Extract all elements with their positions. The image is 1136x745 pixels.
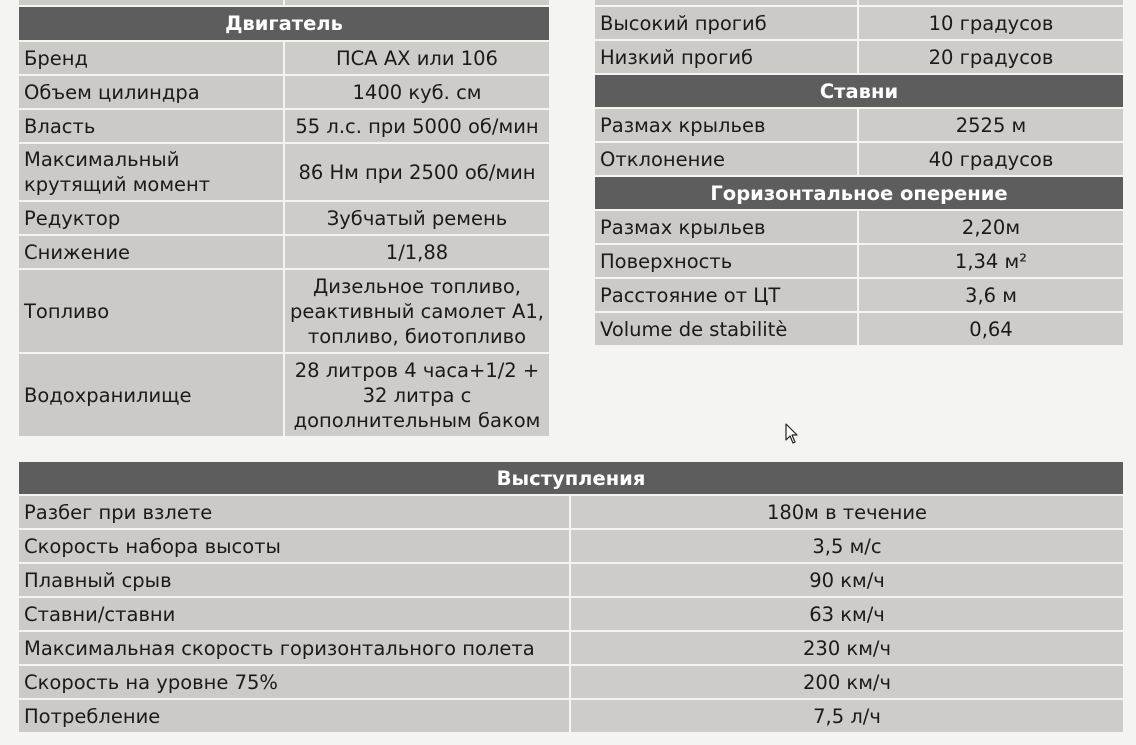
row-label: Высокий прогиб — [595, 7, 859, 41]
table-row — [595, 7, 1123, 41]
table-row — [595, 245, 1123, 279]
table-row — [19, 202, 549, 236]
table-row — [19, 666, 1123, 700]
table-row — [19, 354, 549, 438]
engine-section-title: Двигатель — [19, 7, 549, 42]
table-row — [19, 700, 1123, 734]
table-top-edge — [19, 0, 549, 7]
table-row — [19, 42, 549, 76]
row-label: Размах крыльев — [595, 109, 859, 143]
row-label: Скорость набора высоты — [19, 530, 571, 564]
table-row — [19, 530, 1123, 564]
row-value: 90 км/ч — [571, 564, 1123, 598]
row-value: 7,5 л/ч — [571, 700, 1123, 734]
flaps-header-row — [595, 75, 1123, 109]
table-row — [595, 41, 1123, 75]
row-value: 2,20м — [859, 211, 1123, 245]
table-row — [19, 496, 1123, 530]
table-row — [19, 110, 549, 144]
table-row — [19, 236, 549, 270]
row-value: 2525 м — [859, 109, 1123, 143]
row-label: Отклонение — [595, 143, 859, 177]
row-label: Размах крыльев — [595, 211, 859, 245]
row-value: 10 градусов — [859, 7, 1123, 41]
row-label: Максимальный крутящий момент — [19, 144, 285, 202]
row-label: Снижение — [19, 236, 285, 270]
row-label: Ставни/ставни — [19, 598, 571, 632]
row-value: 63 км/ч — [571, 598, 1123, 632]
row-value: 3,6 м — [859, 279, 1123, 313]
table-row — [19, 564, 1123, 598]
row-label: Низкий прогиб — [595, 41, 859, 75]
row-value: 180м в течение — [571, 496, 1123, 530]
table-row — [595, 211, 1123, 245]
mouse-pointer-icon — [785, 423, 799, 445]
row-label: Плавный срыв — [19, 564, 571, 598]
row-label: Редуктор — [19, 202, 285, 236]
row-value: 1/1,88 — [285, 236, 549, 270]
row-value: 1400 куб. см — [285, 76, 549, 110]
airframe-spec-table — [595, 0, 1123, 347]
row-label: Максимальная скорость горизонтального полета — [19, 632, 571, 666]
row-value: 55 л.с. при 5000 об/мин — [285, 110, 549, 144]
engine-spec-table — [19, 0, 549, 438]
row-value: 3,5 м/с — [571, 530, 1123, 564]
performance-header-row — [19, 462, 1123, 496]
table-row — [595, 109, 1123, 143]
table-row — [19, 270, 549, 354]
row-label: Разбег при взлете — [19, 496, 571, 530]
table-row — [19, 76, 549, 110]
row-value: 20 градусов — [859, 41, 1123, 75]
stabilizer-section-title: Горизонтальное оперение — [595, 177, 1123, 211]
table-row — [595, 313, 1123, 347]
row-value: 200 км/ч — [571, 666, 1123, 700]
row-value: Зубчатый ремень — [285, 202, 549, 236]
row-value: 0,64 — [859, 313, 1123, 347]
row-value: 230 км/ч — [571, 632, 1123, 666]
row-label: Volume de stabilitè — [595, 313, 859, 347]
row-value: ПСА AX или 106 — [285, 42, 549, 76]
row-value: 40 градусов — [859, 143, 1123, 177]
performance-spec-table — [19, 462, 1123, 734]
table-row — [19, 598, 1123, 632]
row-value: 86 Нм при 2500 об/мин — [285, 144, 549, 202]
table-row — [595, 143, 1123, 177]
flaps-section-title: Ставни — [595, 75, 1123, 109]
stabilizer-header-row — [595, 177, 1123, 211]
row-label: Потребление — [19, 700, 571, 734]
row-value: Дизельное топливо, реактивный самолет A1, топливо, биотопливо — [285, 270, 549, 354]
row-label: Бренд — [19, 42, 285, 76]
performance-section-title: Выступления — [19, 462, 1123, 496]
table-row — [595, 279, 1123, 313]
row-value: 28 литров 4 часа+1/2 + 32 литра с дополнительным баком — [285, 354, 549, 438]
table-row — [19, 632, 1123, 666]
row-label: Скорость на уровне 75% — [19, 666, 571, 700]
row-label: Расстояние от ЦТ — [595, 279, 859, 313]
engine-header-row — [19, 7, 549, 42]
table-row — [19, 144, 549, 202]
row-label: Объем цилиндра — [19, 76, 285, 110]
row-label: Водохранилище — [19, 354, 285, 438]
row-label: Власть — [19, 110, 285, 144]
row-label: Топливо — [19, 270, 285, 354]
table-top-edge — [595, 0, 1123, 7]
row-value: 1,34 м² — [859, 245, 1123, 279]
row-label: Поверхность — [595, 245, 859, 279]
